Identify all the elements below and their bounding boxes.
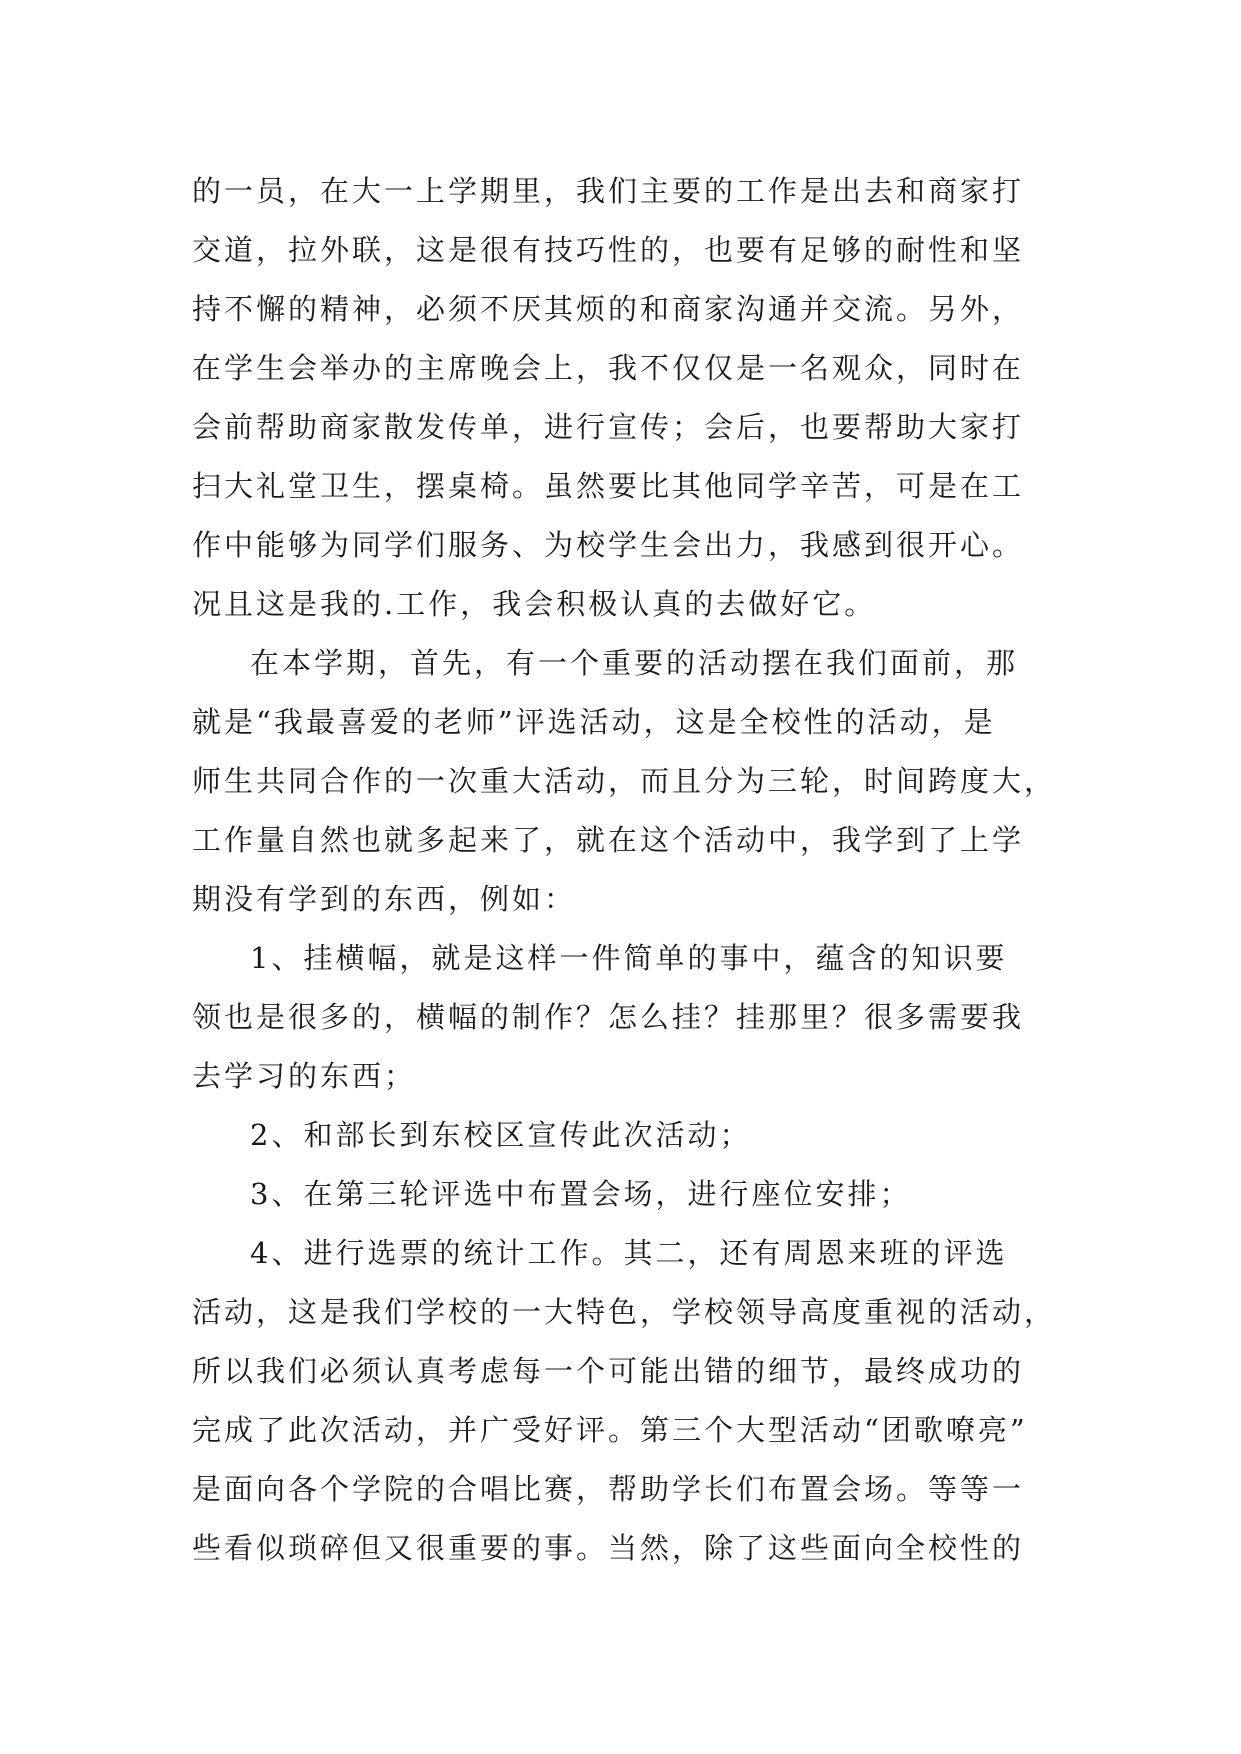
text-line: 领也是很多的，横幅的制作？怎么挂？挂那里？很多需要我 (192, 1000, 1025, 1034)
text-line: 会前帮助商家散发传单，进行宣传；会后，也要帮助大家打 (192, 410, 1025, 444)
text-line: 持不懈的精神，必须不厌其烦的和商家沟通并交流。另外， (192, 292, 1025, 326)
text-line: 工作量自然也就多起来了，就在这个活动中，我学到了上学 (192, 823, 1025, 857)
list-item-first-line: 1、挂横幅，就是这样一件简单的事中，蕴含的知识要 (250, 941, 1008, 975)
text-line: 是面向各个学院的合唱比赛，帮助学长们布置会场。等等一 (192, 1472, 1025, 1506)
list-item-first-line: 3、在第三轮评选中布置会场，进行座位安排； (250, 1177, 912, 1211)
text-line: 活动，这是我们学校的一大特色，学校领导高度重视的活动， (192, 1295, 1057, 1329)
text-line: 所以我们必须认真考虑每一个可能出错的细节，最终成功的 (192, 1354, 1025, 1388)
text-line: 去学习的东西； (192, 1059, 417, 1093)
text-line: 就是“我最喜爱的老师”评选活动，这是全校性的活动，是 (192, 705, 996, 739)
list-item-first-line: 2、和部长到东校区宣传此次活动； (250, 1118, 752, 1152)
text-line: 完成了此次活动，并广受好评。第三个大型活动“团歌嘹亮” (192, 1413, 1028, 1447)
document-body (192, 162, 1072, 1578)
text-line: 些看似琐碎但又很重要的事。当然，除了这些面向全校性的 (192, 1531, 1025, 1565)
text-line: 在学生会举办的主席晚会上，我不仅仅是一名观众，同时在 (192, 351, 1025, 385)
text-line: 交道，拉外联，这是很有技巧性的，也要有足够的耐性和坚 (192, 233, 1025, 267)
text-line: 期没有学到的东西，例如： (192, 882, 577, 916)
text-line: 况且这是我的.工作，我会积极认真的去做好它。 (192, 587, 877, 621)
text-line: 师生共同合作的一次重大活动，而且分为三轮，时间跨度大， (192, 764, 1057, 798)
list-item-first-line: 4、进行选票的统计工作。其二，还有周恩来班的评选 (250, 1236, 1008, 1270)
text-line: 作中能够为同学们服务、为校学生会出力，我感到很开心。 (192, 528, 1025, 562)
text-line: 扫大礼堂卫生，摆桌椅。虽然要比其他同学辛苦，可是在工 (192, 469, 1025, 503)
paragraph-first-line: 在本学期，首先，有一个重要的活动摆在我们面前，那 (250, 646, 1019, 680)
text-line: 的一员，在大一上学期里，我们主要的工作是出去和商家打 (192, 174, 1025, 208)
